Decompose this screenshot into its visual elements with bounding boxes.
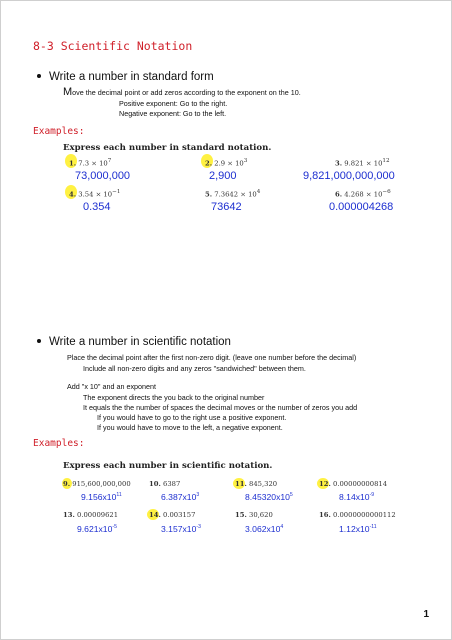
rule-line-4: Place the decimal point after the first non-zero digit. (leave one number before the decimal) [67, 353, 357, 362]
examples-label-2: Examples: [33, 438, 85, 449]
examples-label-1: Examples: [33, 126, 85, 137]
rule-line-10: If you would have to move to the left, a negative exponent. [97, 423, 283, 432]
exercise-heading-2: Express each number in scientific notation. [63, 461, 273, 471]
answer-4: 0.354 [83, 201, 111, 213]
answer-14: $3.157x10^{-3}$ [161, 524, 201, 534]
answer-16: $1.12x10^{-11}$ [339, 524, 377, 534]
problem-1: 1. $7.3 \times 10^7$ [69, 158, 112, 168]
answer-10: $6.387x10^3$ [161, 492, 200, 502]
problem-12: 12. 0.00000000814 [319, 480, 388, 488]
problem-14: 14. 0.003157 [149, 511, 196, 519]
answer-12: $8.14x10^{-9}$ [339, 492, 375, 502]
rule-line-1: Move the decimal point or add zeros according to the exponent on the 10. [63, 86, 301, 98]
bullet-standard-form [37, 71, 214, 83]
answer-13: $9.621x10^{-5}$ [77, 524, 117, 534]
bullet-dot-icon [37, 74, 41, 78]
rule-line-2: Positive exponent: Go to the right. [119, 99, 228, 108]
rule-line-8: It equals the the number of spaces the decimal moves or the number of zeros you add [83, 403, 358, 412]
problem-9: 9. 915,600,000,000 [63, 480, 131, 488]
bullet-dot-icon [37, 339, 41, 343]
problem-15: 15. 30,620 [235, 511, 273, 519]
problem-3: 3. $9.821 \times 10^{12}$ [335, 158, 390, 168]
rule-line-7: The exponent directs the you back to the original number [83, 393, 265, 402]
answer-3: 9,821,000,000,000 [303, 170, 395, 182]
rule-line-3: Negative exponent: Go to the left. [119, 109, 227, 118]
bullet-scientific-notation [37, 336, 231, 348]
answer-2: 2,900 [209, 170, 237, 182]
answer-11: $8.45320x10^5$ [245, 492, 293, 502]
problem-16: 16. 0.0000000000112 [319, 511, 396, 519]
answer-6: 0.000004268 [329, 201, 394, 213]
problem-11: 11. 845,320 [235, 480, 278, 488]
problem-5: 5. $7.3642 \times 10^4$ [205, 189, 261, 199]
rule-line-6: Add "x 10" and an exponent [67, 382, 157, 391]
problem-10: 10. 6387 [149, 480, 181, 488]
answer-5: 73642 [211, 201, 242, 213]
problem-13: 13. 0.00009621 [63, 511, 119, 519]
answer-9: $9.156x10^{11}$ [81, 492, 122, 502]
problem-2: 2. $2.9 \times 10^3$ [205, 158, 248, 168]
answer-1: 73,000,000 [75, 170, 131, 182]
page-title: 8-3 Scientific Notation [33, 39, 193, 53]
rule-line-9: If you would have to go to the right use a positive exponent. [97, 413, 287, 422]
problem-4: 4. $3.54 \times 10^{-1}$ [69, 189, 121, 199]
bullet-standard-form-text: Write a number in standard form [49, 71, 214, 83]
answer-15: $3.062x10^4$ [245, 524, 284, 534]
problem-6: 6. $4.268 \times 10^{-6}$ [335, 189, 391, 199]
page-number: 1 [423, 609, 429, 620]
rule-line-5: Include all non-zero digits and any zeros "sandwiched" between them. [83, 364, 306, 373]
bullet-scientific-notation-text: Write a number in scientific notation [49, 336, 231, 348]
exercise-heading-1: Express each number in standard notation. [63, 143, 272, 153]
